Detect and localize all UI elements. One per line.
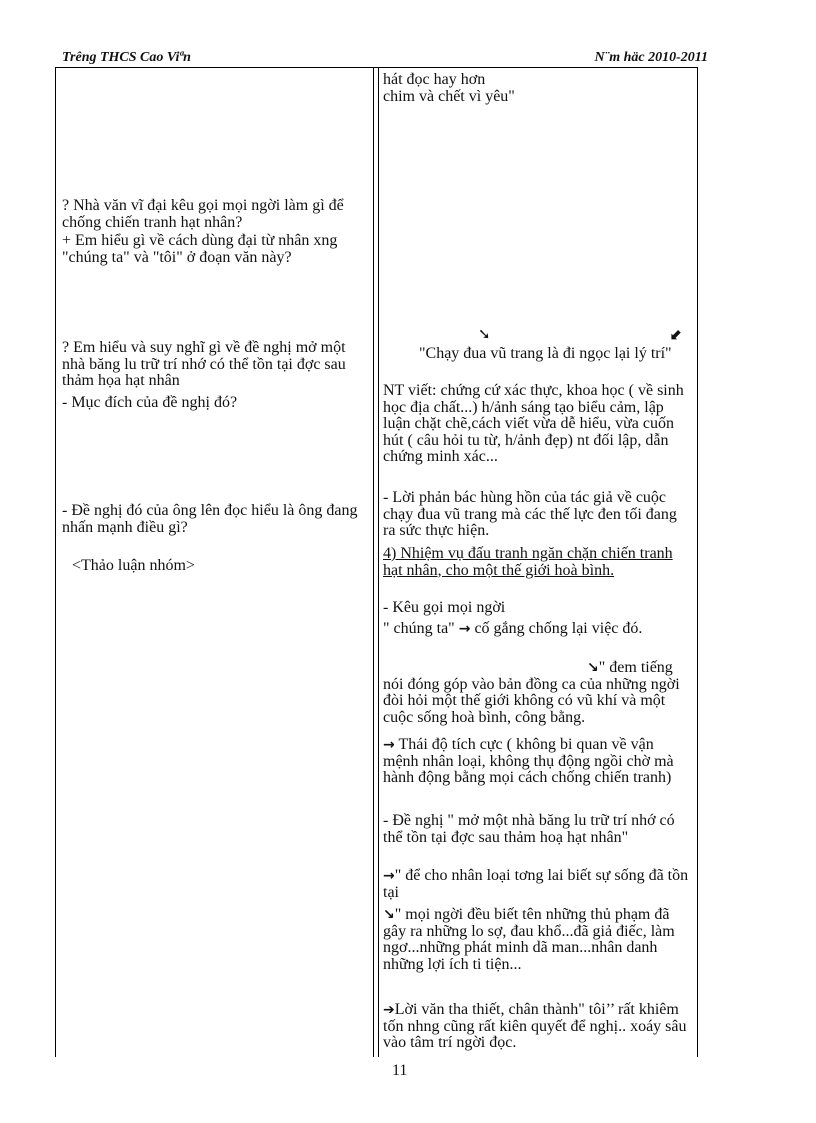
arrow-down-right-icon: ➘ <box>478 325 491 343</box>
header-rule <box>55 67 698 68</box>
right-culprits-line <box>383 907 691 973</box>
right-call-to-people: - Kêu gọi mọi ngời <box>383 599 506 616</box>
right-voice: " đem tiếng nói đóng góp vào bản đồng ca của những ngời đòi hỏi một thế giới không có vũ khí và một cuộc sống hoà bình, công bằng. <box>383 659 680 726</box>
table-border-right <box>697 67 698 1057</box>
header-school: Trêng THCS Cao Viªn <box>62 50 191 65</box>
page-number: 11 <box>392 1062 408 1079</box>
right-effort: cố gắng chống lại việc đó. <box>474 620 643 637</box>
right-top-line-2: chim và chết vì yêu" <box>383 88 515 105</box>
left-group-discussion: <Thảo luận nhóm> <box>72 557 195 574</box>
table-divider-right <box>378 67 379 1057</box>
right-top-line-1: hát đọc hay hơn <box>383 71 486 88</box>
right-art-notes: NT viết: chứng cứ xác thực, khoa học ( về sinh học địa chất...) h/ảnh sáng tạo biểu cảm, lập luận chặt chẽ,cách viết vừa dễ hiểu, vừa cuốn hút ( câu hỏi tu từ, h/ảnh đẹp) nt đối lập, dẫn chứng minh xác... <box>383 382 684 465</box>
right-conclusion: Lời văn tha thiết, chân thành" tôi’’ rất khiêm tốn nhng cũng rất kiên quyết để nghị.. xoáy sâu vào tâm trí ngời đọc. <box>383 1001 687 1051</box>
left-question-emphasis: - Đề nghị đó của ông lên đọc hiểu là ông đang nhấn mạnh điều gì? <box>62 502 358 536</box>
left-question-call: ? Nhà văn vĩ đại kêu gọi mọi ngời làm gì để chống chiến tranh hạt nhân? <box>62 197 344 231</box>
header-year: N¨m häc 2010-2011 <box>594 50 708 65</box>
arrow-down-right-icon: ↘ <box>383 907 395 923</box>
arrow-right-bold-icon: ➔ <box>383 1002 395 1018</box>
right-section-heading: 4) Nhiệm vụ đấu tranh ngăn chặn chiến tranh hạt nhân, cho một thế giới hoà bình. <box>383 545 673 579</box>
right-voice-line <box>383 660 691 726</box>
arrow-right-icon: → <box>383 868 395 884</box>
right-future: " để cho nhân loại tơng lai biết sự sống đã tồn tại <box>383 867 689 901</box>
left-question-purpose: - Mục đích của đề nghị đó? <box>62 394 238 411</box>
left-question-pronoun: + Em hiểu gì về cách dùng đại từ nhân xng "chúng ta" và "tôi" ở đoạn văn này? <box>62 232 338 266</box>
table-border-left <box>55 67 56 1057</box>
arrow-down-left-icon: ⬋ <box>670 325 683 343</box>
right-refutation: - Lời phản bác hùng hồn của tác giả về cuộc chạy đua vũ trang mà các thế lực đen tối đang ra sức thực hiện. <box>383 489 677 539</box>
right-attitude: Thái độ tích cực ( không bi quan về vận mệnh nhân loại, không thụ động ngồi chờ mà hành động bằng mọi cách chống chiến tranh) <box>383 736 674 786</box>
right-quote: "Chạy đua vũ trang là đi ngọc lại lý trí" <box>419 345 672 362</box>
arrow-right-icon: → <box>383 737 395 753</box>
right-culprits: " mọi ngời đều biết tên những thủ phạm đã gây ra những lo sợ, đau khổ...đã giả điếc, làm ngơ...những phát minh dã man...nhân danh những lợi ích ti tiện... <box>383 906 675 973</box>
right-conclusion-line <box>383 1002 691 1052</box>
right-effort-line <box>383 621 691 638</box>
left-question-proposal: ? Em hiểu và suy nghĩ gì về đề nghị mở một nhà băng lu trữ trí nhớ có thể tồn tại đợc sau thảm họa hạt nhân <box>62 339 346 389</box>
arrow-right-icon: → <box>458 621 471 637</box>
arrow-down-right-icon: ↘ <box>587 660 599 676</box>
right-proposal: - Đề nghị " mở một nhà băng lu trữ trí nhớ có thể tồn tại đợc sau thảm hoạ hạt nhân" <box>383 812 675 846</box>
right-attitude-line <box>383 737 691 787</box>
right-chungta: " chúng ta" <box>383 620 455 637</box>
right-future-line <box>383 868 691 901</box>
